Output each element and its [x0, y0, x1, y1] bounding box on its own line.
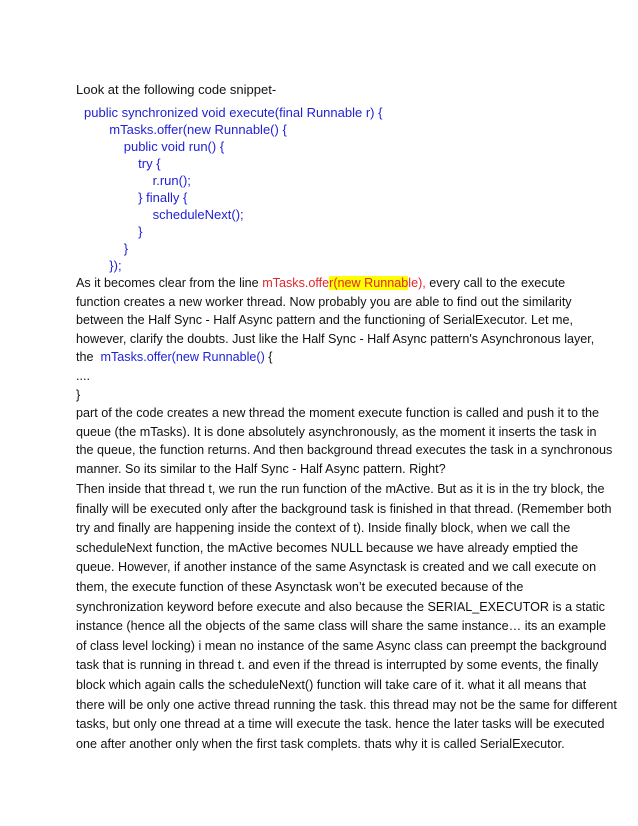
code-line: public synchronized void execute(final Runnable r) {	[84, 105, 383, 120]
text-line: manner. So its similar to the Half Sync - Half Async pattern. Right?	[76, 461, 446, 476]
text-line: tasks, but only one thread at a time will execute the task. hence the later tasks will be executed	[76, 717, 605, 732]
code-line: });	[84, 258, 122, 273]
text-line: try and finally are happening inside the context of t). Inside finally block, when we call the	[76, 521, 571, 536]
text-run: the	[76, 350, 101, 365]
inline-code-red: le),	[408, 276, 426, 290]
text-line: one after another only when the first task complets. thats why it is called SerialExecutor.	[76, 736, 565, 751]
text-line: the queue, the function returns. And then background thread executes the task in a synchronous	[76, 443, 613, 458]
text-line: task that is running in thread t. and even if the thread is interrupted by some events, the finally	[76, 658, 599, 673]
text-run: every call to the execute	[425, 276, 566, 290]
text-line	[76, 274, 586, 293]
code-line: scheduleNext();	[84, 207, 244, 222]
code-line: }	[84, 224, 143, 239]
text-line	[76, 348, 586, 367]
highlighted-code: r(new Runnab	[329, 276, 409, 290]
text-line: scheduleNext function, the mActive becomes NULL because we have already emptied the	[76, 540, 579, 555]
text-line: however, clarify the doubts. Just like the Half Sync - Half Async pattern's Asynchronous layer,	[76, 331, 595, 346]
inline-code-blue: mTasks.offer(new Runnable()	[100, 350, 265, 365]
text-line: instance (hence all the objects of the same class will share the same instance… its an example	[76, 619, 606, 634]
text-line: synchronization keyword before execute and also because the SERIAL_EXECUTOR is a static	[76, 599, 605, 614]
code-line: } finally {	[84, 190, 188, 205]
intro-text: Look at the following code snippet-	[76, 82, 277, 97]
code-line: }	[84, 241, 129, 256]
code-line: try {	[84, 156, 161, 171]
text-line: }	[76, 387, 81, 402]
text-line: finally will be executed only after the background task is finished in that thread. (Remember both	[76, 501, 612, 516]
code-snippet	[84, 104, 382, 274]
text-line: between the Half Sync - Half Async pattern and the functioning of SerialExecutor. Let me,	[76, 313, 574, 328]
text-line: of class level locking) i mean no instance of the same Async class can preempt the background	[76, 638, 607, 653]
text-line: them, the execute function of these Asynctask won’t be executed because of the	[76, 579, 524, 594]
text-line: queue (the mTasks). It is done absolutely asynchronously, as the moment it inserts the task in	[76, 424, 597, 439]
code-line: public void run() {	[84, 139, 225, 154]
text-line: Then inside that thread t, we run the run function of the mActive. But as it is in the try block, the	[76, 482, 605, 496]
code-line: mTasks.offer(new Runnable() {	[84, 122, 287, 137]
code-line: r.run();	[84, 173, 191, 188]
text-line: part of the code creates a new thread the moment execute function is called and push it to the	[76, 406, 599, 421]
text-run: {	[264, 350, 273, 365]
text-line: there will be only one active thread running the task. this thread may not be the same for different	[76, 697, 617, 712]
inline-code-red: mTasks.offe	[262, 276, 330, 290]
text-line: block which again calls the scheduleNext() function will take care of it. what it all means that	[76, 677, 587, 692]
text-line: ....	[76, 368, 90, 383]
paragraph-details	[76, 480, 617, 754]
text-line: queue. However, if another instance of the same Asynctask is created and we call execute on	[76, 560, 597, 575]
text-run: As it becomes clear from the line	[76, 276, 263, 290]
text-line: function creates a new worker thread. Now probably you are able to find out the similarity	[76, 294, 572, 309]
paragraph-explanation	[76, 274, 613, 479]
